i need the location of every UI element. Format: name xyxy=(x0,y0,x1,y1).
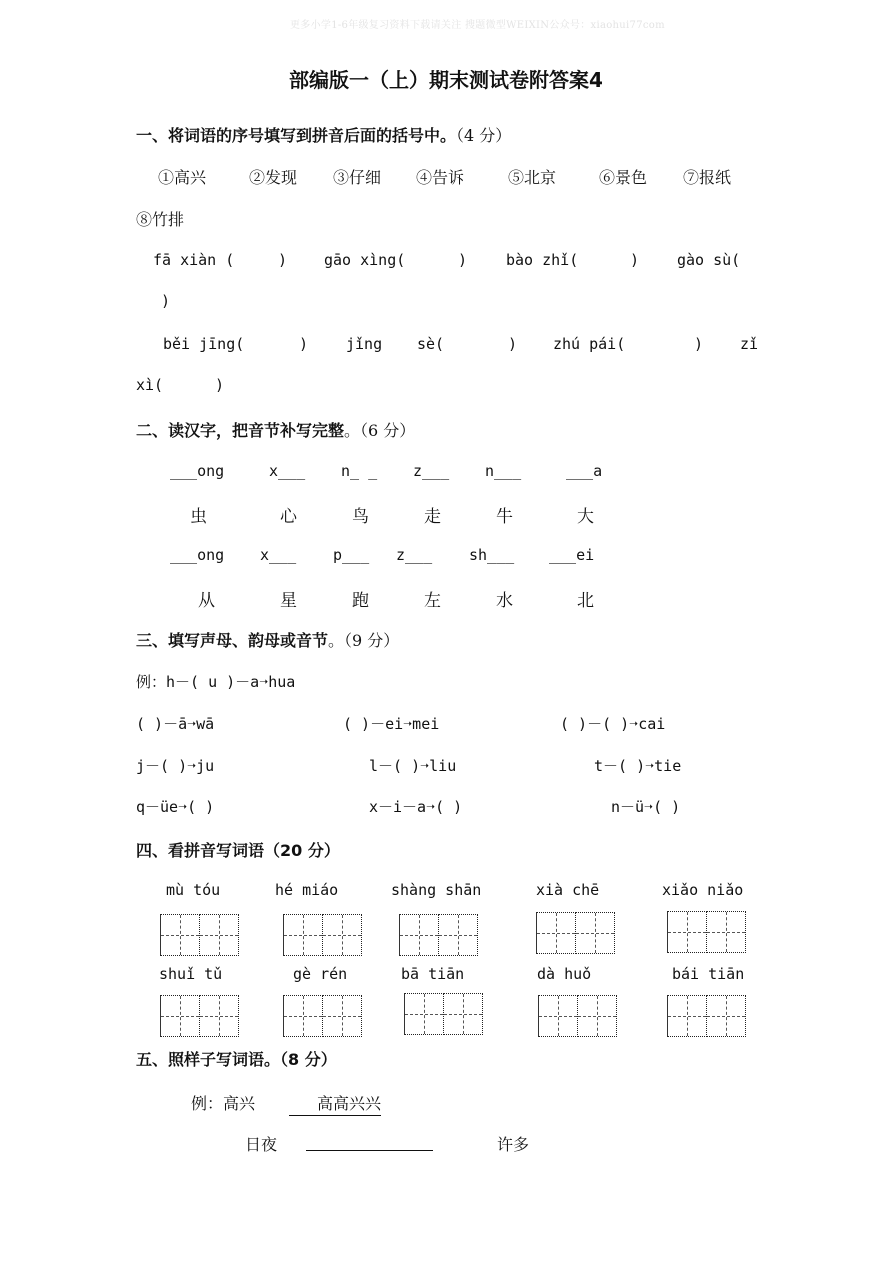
pinyin-prompt: hé miáo xyxy=(275,881,339,899)
section-3-points: 。（9 分） xyxy=(328,631,400,650)
watermark: 更多小学1-6年级复习资料下载请关注 搜题微型WEIXIN公众号：xiaohui77com xyxy=(290,20,665,31)
hanzi: 左 xyxy=(424,591,441,611)
bracket-close: ) xyxy=(215,376,225,394)
spelling-item: t－( )➝tie xyxy=(594,757,682,775)
page-title: 部编版一（上）期末测试卷附答案4 xyxy=(289,68,603,92)
word-5: ⑤北京 xyxy=(508,168,557,187)
pinyin-prompt: bái tiān xyxy=(672,965,745,983)
word-4: ④告诉 xyxy=(416,168,465,187)
word-1: ①高兴 xyxy=(158,168,207,187)
question-word-1: 日夜 xyxy=(245,1135,278,1154)
hanzi: 牛 xyxy=(496,507,513,527)
word-2: ②发现 xyxy=(249,168,298,187)
spelling-item: n－ü➝( ) xyxy=(611,798,681,816)
hanzi: 星 xyxy=(280,591,297,611)
pinyin-xi: xì( xyxy=(136,376,164,394)
hanzi: 大 xyxy=(577,507,594,527)
spelling-item: ( )－ei➝mei xyxy=(343,715,440,733)
example-answer-text: 高高兴兴 xyxy=(289,1091,381,1116)
example-label: 例：高兴 xyxy=(191,1094,256,1113)
pinyin-prompt: mù tóu xyxy=(166,881,221,899)
bracket-close: ) xyxy=(630,251,640,269)
spelling-item: ( )－ā➝wā xyxy=(136,715,215,733)
pinyin-prompt: bā tiān xyxy=(401,965,465,983)
syllable-blank: ___ong xyxy=(170,546,225,564)
pinyin-bei-jing: běi jīng( xyxy=(163,335,245,353)
writing-grid[interactable] xyxy=(538,995,617,1037)
pinyin-gao-xing: gāo xìng( xyxy=(324,251,406,269)
bracket-close: ) xyxy=(458,251,468,269)
section-3-heading xyxy=(136,628,399,651)
section-2-points: 。（6 分） xyxy=(344,421,416,440)
writing-grid[interactable] xyxy=(667,995,746,1037)
pinyin-prompt: dà huǒ xyxy=(537,965,592,983)
bracket-close: ) xyxy=(299,335,309,353)
pinyin-zhu-pai: zhú pái( xyxy=(553,335,626,353)
example-answer xyxy=(289,1091,381,1116)
word-6: ⑥景色 xyxy=(599,168,648,187)
hanzi: 虫 xyxy=(190,507,207,527)
writing-grid[interactable] xyxy=(404,993,483,1035)
pinyin-prompt: gè rén xyxy=(293,965,348,983)
word-3: ③仔细 xyxy=(333,168,382,187)
syllable-blank: ___ei xyxy=(549,546,595,564)
section-4-heading: 四、看拼音写词语（20 分） xyxy=(136,841,340,860)
pinyin-se: sè( xyxy=(417,335,445,353)
pinyin-prompt: xià chē xyxy=(536,881,600,899)
hanzi: 北 xyxy=(577,591,594,611)
section-1-heading xyxy=(136,123,511,146)
pinyin-prompt: xiǎo niǎo xyxy=(662,881,744,899)
section-5-heading: 五、照样子写词语。（8 分） xyxy=(136,1050,337,1069)
writing-grid[interactable] xyxy=(399,914,478,956)
hanzi: 跑 xyxy=(352,591,369,611)
answer-blank[interactable] xyxy=(306,1132,433,1151)
spelling-item: x－i－a➝( ) xyxy=(369,798,463,816)
pinyin-zi: zǐ xyxy=(740,335,759,353)
bracket-close: ) xyxy=(508,335,518,353)
section-2-heading-text: 二、读汉字，把音节补写完整 xyxy=(136,421,345,440)
writing-grid[interactable] xyxy=(283,914,362,956)
writing-grid[interactable] xyxy=(536,912,615,954)
hanzi: 水 xyxy=(496,591,513,611)
pinyin-jing: jǐng xyxy=(346,335,383,353)
section-3-heading-text: 三、填写声母、韵母或音节 xyxy=(136,631,329,650)
writing-grid[interactable] xyxy=(283,995,362,1037)
syllable-blank: sh___ xyxy=(469,546,515,564)
bracket-close: ) xyxy=(161,292,171,310)
syllable-blank: ___ong xyxy=(170,462,225,480)
syllable-blank: p___ xyxy=(333,546,370,564)
pinyin-bao-zhi: bào zhǐ( xyxy=(506,251,579,269)
writing-grid[interactable] xyxy=(160,914,239,956)
spelling-item: j－( )➝ju xyxy=(136,757,215,775)
syllable-blank: n___ xyxy=(485,462,522,480)
spelling-item: q－üe➝( ) xyxy=(136,798,215,816)
syllable-blank: ___a xyxy=(566,462,603,480)
syllable-blank: z___ xyxy=(413,462,450,480)
pinyin-fa-xian: fā xiàn ( xyxy=(153,251,235,269)
hanzi: 心 xyxy=(280,507,297,527)
word-8: ⑧竹排 xyxy=(136,210,185,229)
hanzi: 从 xyxy=(198,591,215,611)
pinyin-gao-su: gào sù( xyxy=(677,251,741,269)
section-1-points: （4 分） xyxy=(456,126,512,145)
bracket-close: ) xyxy=(694,335,704,353)
section-1-heading-text: 一、将词语的序号填写到拼音后面的括号中。 xyxy=(136,126,457,145)
syllable-blank: z___ xyxy=(396,546,433,564)
section-3-example: 例：h－( u )－a➝hua xyxy=(136,673,296,691)
pinyin-prompt: shuǐ tǔ xyxy=(159,965,223,983)
syllable-blank: x___ xyxy=(269,462,306,480)
spelling-item: ( )－( )➝cai xyxy=(560,715,666,733)
spelling-item: l－( )➝liu xyxy=(369,757,457,775)
pinyin-prompt: shàng shān xyxy=(391,881,482,899)
hanzi: 鸟 xyxy=(352,507,369,527)
section-2-heading xyxy=(136,418,415,441)
word-7: ⑦报纸 xyxy=(683,168,732,187)
bracket-close: ) xyxy=(278,251,288,269)
writing-grid[interactable] xyxy=(667,911,746,953)
hanzi: 走 xyxy=(424,507,441,527)
syllable-blank: x___ xyxy=(260,546,297,564)
syllable-blank: n_ _ xyxy=(341,462,378,480)
writing-grid[interactable] xyxy=(160,995,239,1037)
question-word-2: 许多 xyxy=(497,1135,530,1154)
